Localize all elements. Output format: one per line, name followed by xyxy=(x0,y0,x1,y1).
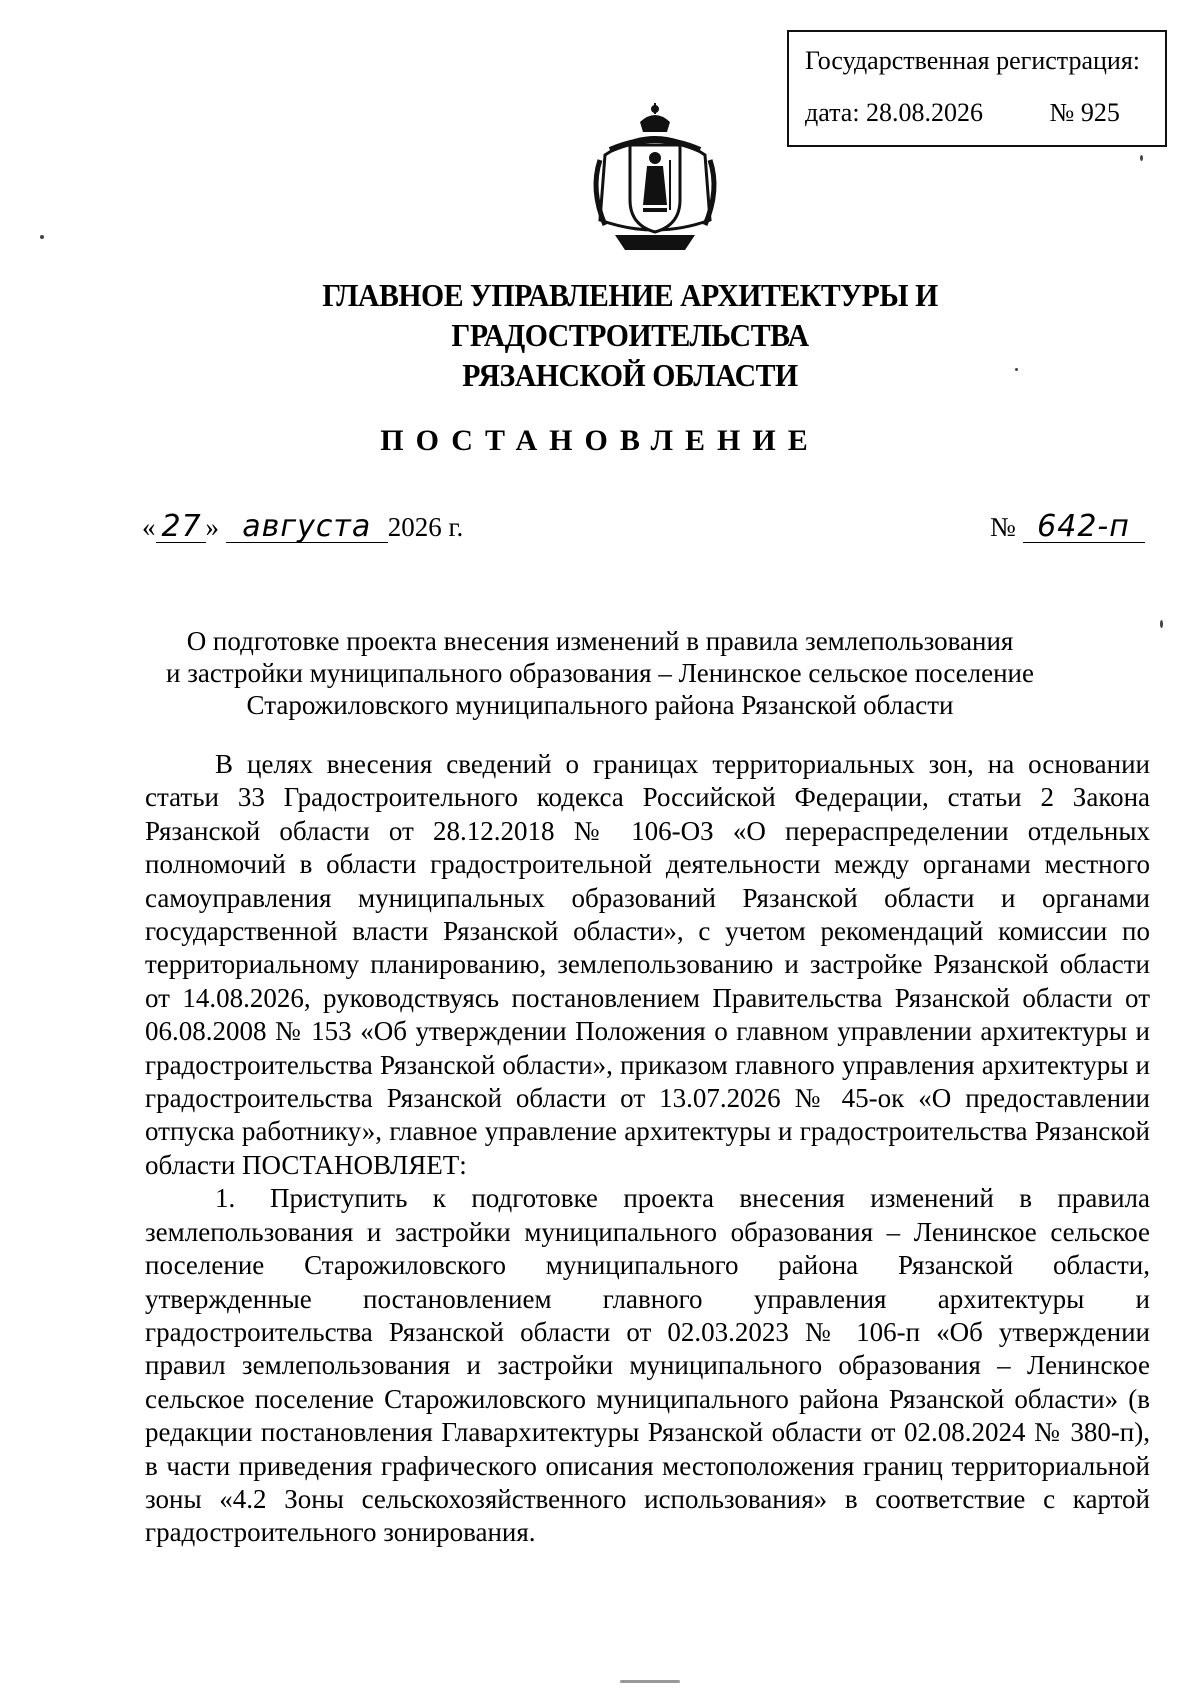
registration-title: Государственная регистрация: xyxy=(805,46,1141,75)
preamble-paragraph: В целях внесения сведений о границах территориальных зон, на основании статьи 33 Градостроительного кодекса Российской Федерации, статьи 2 Закона Рязанской области от 28.12.2018 № 106-ОЗ «О перераспределении отдельных полномочий в области градостроительной деятельности между органами местного самоуправления муниципальных образований Рязанской области и органами государственной власти Рязанской области», с учетом рекомендаций комиссии по территориальному планированию, землепользованию и застройке Рязанской области от 14.08.2026, руководствуясь постановлением Правительства Рязанской области от 06.08.2008 № 153 «Об утверждении Положения о главном управлении архитектуры и градостроительства Рязанской области», приказом главного управления архитектуры и градостроительства Рязанской области от 13.07.2026 № 45-ок «О предоставлении отпуска работнику», главное управление архитектуры и градостроительства Рязанской области ПОСТАНОВЛЯЕТ: xyxy=(145,749,1150,1180)
registration-date: дата: 28.08.2026 xyxy=(805,98,984,127)
registration-number: № 925 xyxy=(1049,98,1120,127)
item-1-number: 1. xyxy=(215,1183,236,1214)
date-month: августа xyxy=(226,512,388,543)
scan-speck xyxy=(40,235,44,239)
date-close-quote: » xyxy=(205,512,219,542)
document-body xyxy=(145,748,1150,1550)
document-number xyxy=(990,509,1145,544)
registration-stamp xyxy=(787,30,1167,147)
scan-speck xyxy=(1160,620,1163,628)
number-value: 642-п xyxy=(1023,512,1145,543)
subject-line2: и застройки муниципального образования – Ленинское сельское поселение xyxy=(166,658,1034,688)
subject-line1: О подготовке проекта внесения изменений в правила землепользования xyxy=(186,626,1014,656)
organization-name-line1: ГЛАВНОЕ УПРАВЛЕНИЕ АРХИТЕКТУРЫ И ГРАДОСТРОИТЕЛЬСТВА xyxy=(322,277,938,353)
item-1 xyxy=(145,1182,1150,1549)
date-open-quote: « xyxy=(142,512,156,542)
organization-name xyxy=(165,275,1095,395)
date-year: 2026 г. xyxy=(387,512,464,542)
date-day: 27 xyxy=(156,512,206,543)
scan-speck xyxy=(1140,155,1143,161)
organization-name-line2: РЯЗАНСКОЙ ОБЛАСТИ xyxy=(462,357,798,393)
document-date xyxy=(142,509,464,544)
document-subject xyxy=(150,625,1050,721)
ryazan-coat-of-arms-icon xyxy=(585,100,725,260)
subject-line3: Старожиловского муниципального района Рязанской области xyxy=(246,690,954,720)
registration-details xyxy=(805,98,1165,128)
number-prefix: № xyxy=(990,512,1016,542)
scan-speck xyxy=(1015,368,1018,371)
document-type: ПОСТАНОВЛЕНИЕ xyxy=(380,424,820,457)
item-1-text: Приступить к подготовке проекта внесения изменений в правила землепользования и застройки муниципального образования – Ленинское сельское поселение Старожиловского муниципального района Рязанской области, утвержденные постановлением главного управления архитектуры и градостроительства Рязанской области от 02.03.2023 № 106-п «Об утверждении правил землепользования и застройки муниципального образования – Ленинское сельское поселение Старожиловского муниципального района Рязанской области» (в редакции постановления Главархитектуры Рязанской области от 02.08.2024 № 380-п), в части приведения графического описания местоположения границ территориальной зоны «4.2 Зоны сельскохозяйственного использования» в соответствие с картой градостроительного зонирования. xyxy=(145,1183,1150,1548)
scan-speck xyxy=(620,1680,680,1683)
